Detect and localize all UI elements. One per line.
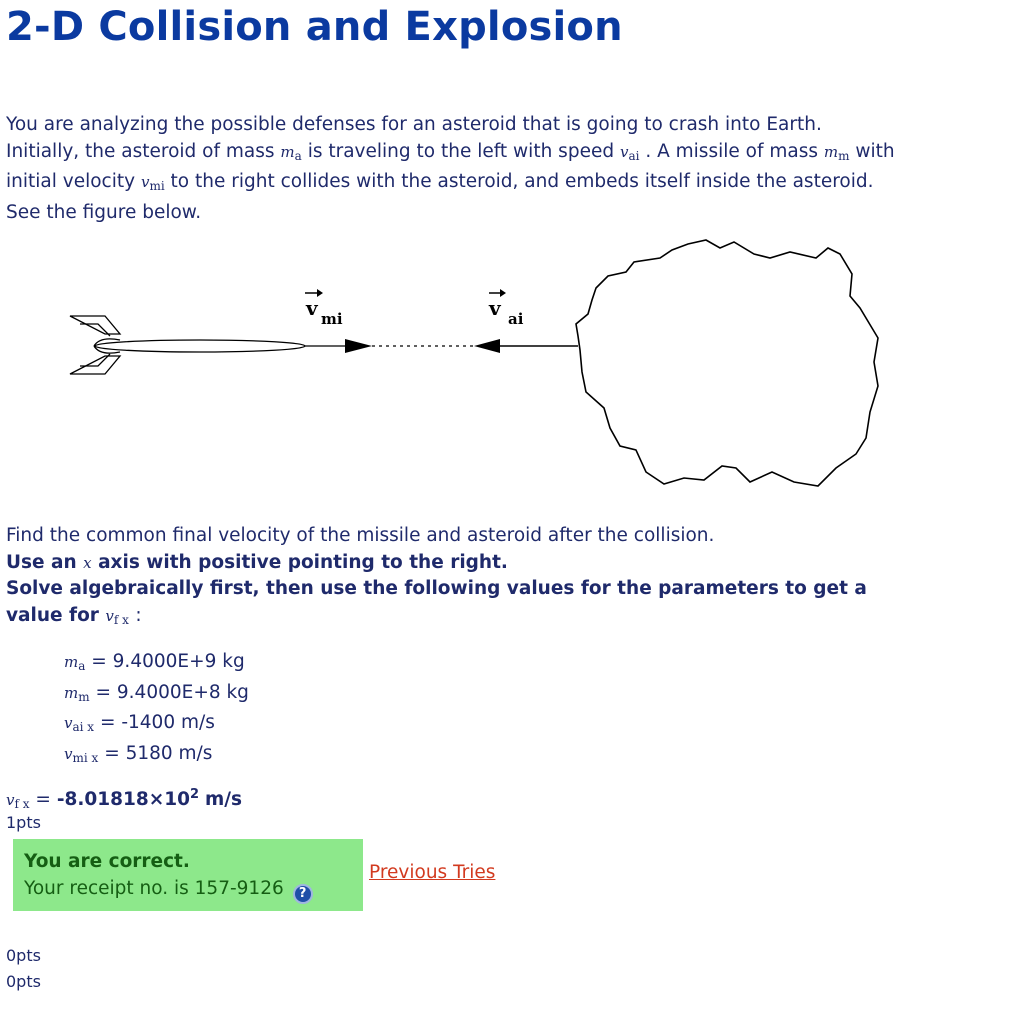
receipt-line — [24, 875, 363, 904]
svg-text:v: v — [489, 296, 501, 320]
question-line-4 — [6, 603, 867, 634]
math-vai: $v_{ai}$ — [619, 142, 640, 163]
param-value: = 9.4000E+9 kg — [91, 651, 245, 672]
param-symbol: $v_{mi x}$ — [64, 744, 99, 765]
param-value: = -1400 m/s — [99, 712, 215, 733]
intro-text: to the right collides with the asteroid, and embeds itself inside the asteroid. — [170, 171, 874, 192]
intro-text: initial velocity — [6, 171, 136, 192]
collision-figure — [60, 232, 890, 497]
parameter-list — [64, 649, 249, 771]
answer-equals: = — [35, 789, 51, 811]
intro-line-3 — [6, 169, 895, 200]
answer-value[interactable]: $-8.01818\times 10^2$ — [56, 787, 200, 811]
math-vfx: $v_{f x}$ — [105, 606, 129, 627]
intro-text: . A missile of mass — [645, 140, 818, 162]
points-label: 0pts — [6, 946, 41, 965]
intro-line-2 — [6, 139, 895, 170]
answer-unit: m/s — [204, 789, 242, 811]
math-vmi: $v_{mi}$ — [140, 173, 165, 193]
correct-feedback-box — [13, 839, 363, 911]
answer-line — [6, 782, 242, 817]
svg-text:v: v — [306, 296, 318, 320]
param-value: = 9.4000E+8 kg — [95, 681, 249, 703]
param-value: = 5180 m/s — [104, 742, 213, 764]
missile-velocity-arrowhead — [345, 339, 372, 353]
page-title: 2-D Collision and Explosion — [6, 4, 623, 50]
intro-line-4: See the figure below. — [6, 201, 202, 223]
intro-text: with — [855, 140, 895, 162]
math-mm: $m_m$ — [823, 142, 850, 163]
question-text: : — [135, 604, 142, 626]
question-text: axis with positive pointing to the right. — [98, 551, 508, 573]
question-block — [6, 523, 867, 633]
question-line-1: Find the common final velocity of the missile and asteroid after the collision. — [6, 525, 715, 546]
points-label: 0pts — [6, 972, 41, 991]
param-row — [64, 741, 249, 772]
param-row — [64, 710, 249, 741]
asteroid-shape — [576, 240, 878, 486]
receipt-text: Your receipt no. is 157-9126 — [24, 878, 284, 899]
question-line-2 — [6, 550, 867, 577]
help-icon[interactable]: ? — [293, 884, 313, 904]
math-x: x — [83, 553, 92, 572]
answer-symbol: $v_{f x}$ — [6, 791, 30, 812]
param-symbol: $m_m$ — [64, 683, 90, 704]
question-line-3: Solve algebraically first, then use the following values for the parameters to get a — [6, 578, 867, 599]
param-row — [64, 680, 249, 711]
intro-text: is traveling to the left with speed — [307, 140, 615, 162]
label-vai — [488, 289, 524, 328]
missile-drawing — [70, 316, 350, 374]
question-text: Use an — [6, 551, 77, 573]
param-symbol: $v_{ai x}$ — [64, 714, 95, 734]
intro-line-1: You are analyzing the possible defenses for an asteroid that is going to crash into Earth. — [6, 114, 822, 135]
asteroid-velocity-arrowhead — [474, 339, 500, 353]
svg-text:mi: mi — [321, 310, 343, 328]
correct-message: You are correct. — [24, 851, 190, 872]
previous-tries-link[interactable]: Previous Tries — [369, 862, 496, 883]
points-label: 1pts — [6, 813, 41, 832]
param-symbol: $m_a$ — [64, 653, 86, 673]
intro-paragraph — [6, 112, 895, 226]
label-vmi — [305, 289, 343, 328]
math-ma: $m_a$ — [280, 142, 302, 163]
svg-text:ai: ai — [508, 310, 524, 328]
question-text: value for — [6, 604, 99, 626]
intro-text: Initially, the asteroid of mass — [6, 140, 275, 162]
param-row — [64, 649, 249, 680]
